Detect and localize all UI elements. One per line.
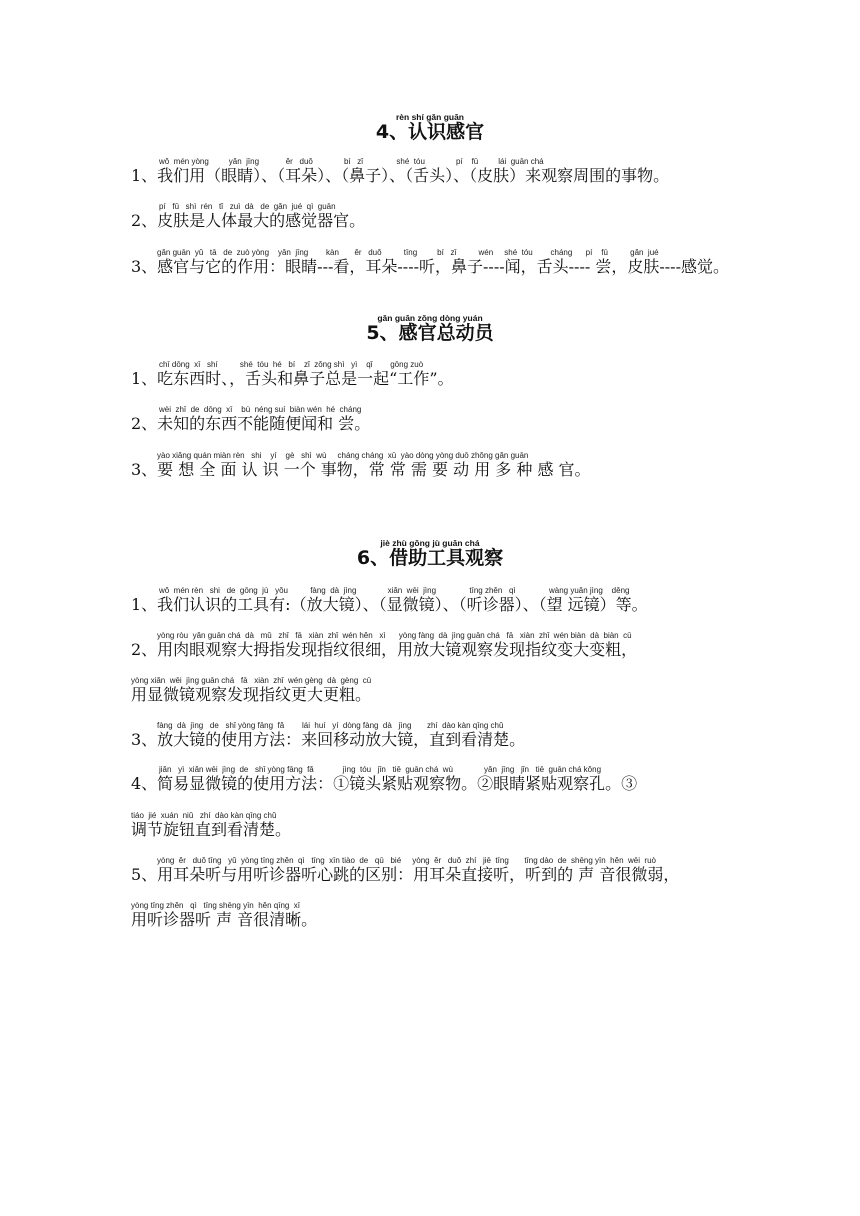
s6-item1-pinyin: wǒ mén rèn shi de gōng jù yǒu fàng dà jìng xiǎn wēi jìng tīng zhěn qì wàng yuǎn jìng děng bbox=[159, 586, 630, 595]
s6-item2-line2-pinyin: yòng xiǎn wēi jìng guān chá fā xiàn zhǐ wén gèng dà gèng cū bbox=[131, 676, 372, 685]
s6-item2-line1-text: 2、用肉眼观察大拇指发现指纹很细，用放大镜观察发现指纹变大变粗， bbox=[131, 640, 638, 659]
s5-item2-pinyin: wèi zhī de dōng xī bù néng suí biàn wén hé cháng bbox=[159, 405, 362, 414]
s6-item4-line1-pinyin: jiǎn yì xiǎn wēi jìng de shǐ yòng fāng fǎ jìng tóu jǐn tiē guān chá wù yǎn jīng jǐn tiē guān chá kǒng bbox=[159, 765, 602, 774]
s5-item3-pinyin: yào xiǎng quán miàn rèn shi yí gè shì wù cháng cháng xū yào dòng yòng duō zhǒng gǎn guān bbox=[157, 451, 529, 460]
s6-item5-line1-text: 5、用耳朵听与用听诊器听心跳的区别：用耳朵直接听，听到的 声 音很微弱， bbox=[131, 865, 680, 884]
s4-item3-text: 3、感官与它的作用：眼睛---看，耳朵----听，鼻子----闻，舌头---- 尝，皮肤----感觉。 bbox=[131, 257, 729, 276]
s5-item1-pinyin: chī dōng xī shí shé tóu hé bí zǐ zǒng shì yì qǐ gōng zuò bbox=[159, 360, 424, 369]
s5-item3-text: 3、要 想 全 面 认 识 一个 事物，常 常 需 要 动 用 多 种 感 官。 bbox=[131, 460, 591, 479]
s6-item5-line2-text: 用听诊器听 声 音很清晰。 bbox=[131, 910, 318, 929]
section-4-title: 4、认识感官 bbox=[375, 121, 485, 143]
section-5-title-pinyin: gǎn guān zǒng dòng yuán bbox=[377, 313, 483, 323]
s4-item2-text: 2、皮肤是人体最大的感觉器官。 bbox=[131, 211, 366, 230]
s4-item3-pinyin: gǎn guān yǔ tā de zuò yòng yǎn jīng kàn ěr duǒ tīng bí zǐ wén shé tóu cháng pí fū gǎn jué bbox=[157, 248, 659, 257]
s6-item4-line2-pinyin: tiáo jié xuán niǔ zhí dào kàn qīng chǔ bbox=[131, 811, 277, 820]
s6-item2-line2-text: 用显微镜观察发现指纹更大更粗。 bbox=[131, 685, 372, 704]
s4-item2-pinyin: pí fū shì rén tǐ zuì dà de gǎn jué qì guān bbox=[159, 202, 336, 211]
s6-item4-line2-text: 调节旋钮直到看清楚。 bbox=[131, 820, 292, 839]
section-6-title-pinyin: jiè zhù gōng jù guān chá bbox=[380, 538, 480, 548]
s6-item5-line2-pinyin: yòng tīng zhěn qì tīng shēng yīn hěn qīng xī bbox=[131, 901, 301, 910]
s5-item1-text: 1、吃东西时、，舌头和鼻子总是一起“工作”。 bbox=[131, 369, 454, 388]
section-6-title: 6、借助工具观察 bbox=[356, 547, 504, 569]
s4-item1-pinyin: wǒ mén yòng yǎn jīng ěr duǒ bí zǐ shé tóu pí fū lái guān chá bbox=[159, 157, 544, 166]
s6-item1-text: 1、我们认识的工具有:（放大镜）、（显微镜）、（听诊器）、（望 远镜）等。 bbox=[131, 595, 648, 614]
s6-item3-text: 3、放大镜的使用方法：来回移动放大镜，直到看清楚。 bbox=[131, 730, 526, 749]
s4-item1-text: 1、我们用（眼睛）、（耳朵）、（鼻子）、（舌头）、（皮肤）来观察周围的事物。 bbox=[131, 166, 670, 185]
s5-item2-text: 2、未知的东西不能随便闻和 尝。 bbox=[131, 414, 371, 433]
section-4-title-pinyin: rèn shí gǎn guān bbox=[395, 112, 464, 122]
s6-item3-pinyin: fàng dà jìng de shǐ yòng fāng fǎ lái huí yí dòng fàng dà jìng zhí dào kàn qīng chǔ bbox=[157, 721, 504, 730]
s6-item2-line1-pinyin: yòng ròu yǎn guān chá dà mǔ zhǐ fā xiàn zhǐ wén hěn xì yòng fàng dà jìng guān chá fā xiàn zhǐ wén biàn dà biàn cū bbox=[157, 631, 632, 640]
section-5-title: 5、感官总动员 bbox=[366, 322, 494, 344]
s6-item5-line1-pinyin: yòng ěr duǒ tīng yǔ yòng tīng zhěn qì tīng xīn tiào de qū bié yòng ěr duǒ zhí jiē tīng tīng dào de shēng yīn hěn wēi ruò bbox=[157, 856, 656, 865]
s6-item4-line1-text: 4、简易显微镜的使用方法：①镜头紧贴观察物。②眼睛紧贴观察孔。③ bbox=[131, 774, 638, 793]
